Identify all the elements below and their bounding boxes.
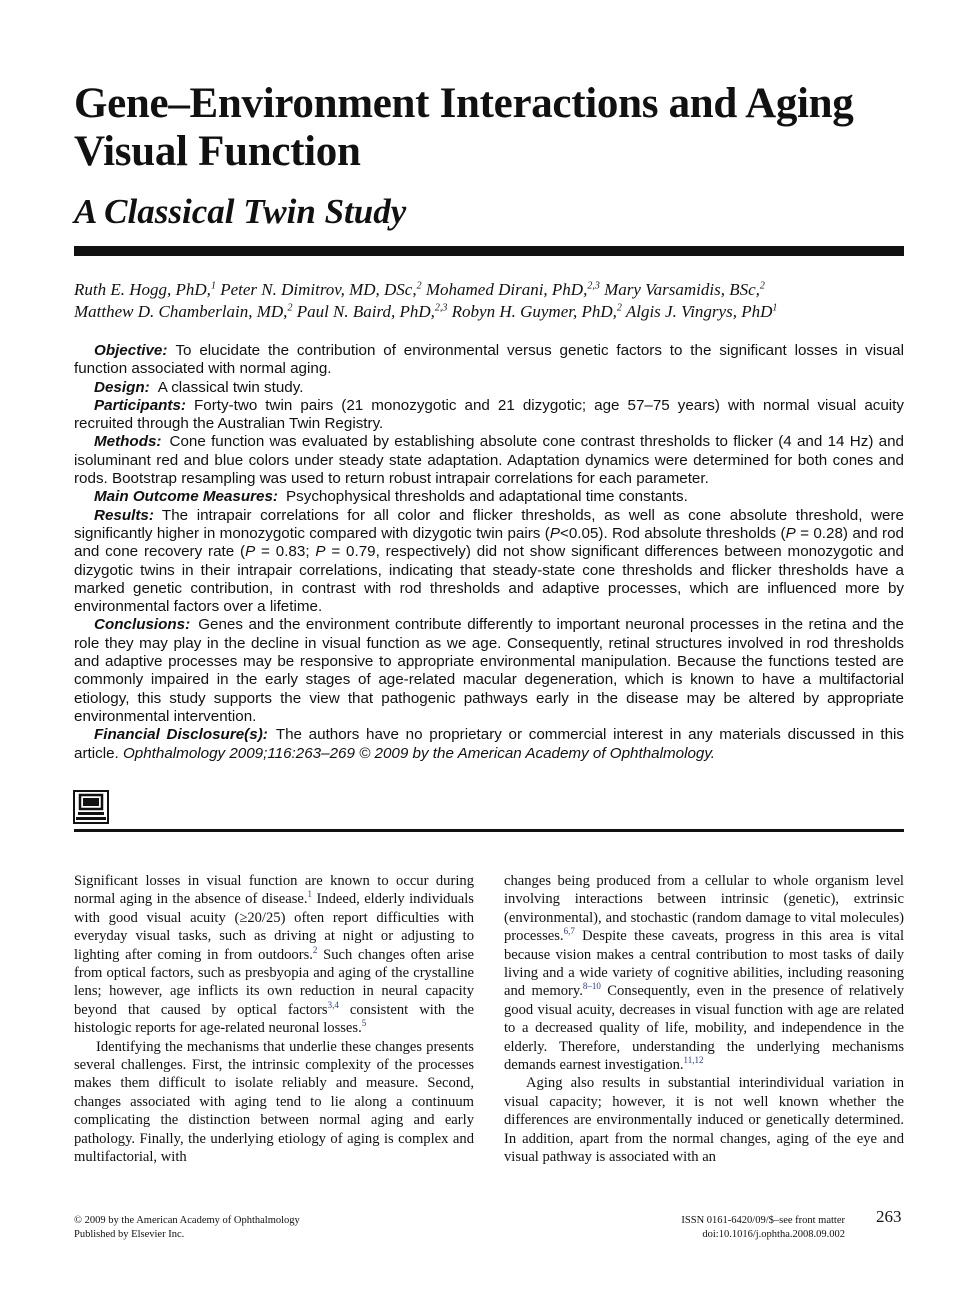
abstract xyxy=(74,342,904,763)
abstract-design xyxy=(74,379,904,397)
body-paragraph: changes being produced from a cellular to whole organism level involving interactions between intrinsic (genetic), extrinsic (environmental), and stochastic (random damage to vital molecules) processes.$^{6,7}$ Despite these caveats, progress in this area is vital because vision makes a central contribution to most tasks of daily living and a wide variety of cognitive abilities, including reasoning and memory.$^{8-10}$ Consequently, even in the presence of relatively good visual acuity, decreases in visual function with age are related to a decreased quality of life, mobility, and independence in the elderly. Therefore, understanding the underlying mechanisms demands earnest investigation.$^{11,12}$ xyxy=(504,873,904,1074)
body-column-right xyxy=(504,872,904,1167)
outcome-label: Main Outcome Measures: xyxy=(94,488,278,506)
abstract-disclosure xyxy=(74,726,904,763)
abstract-results xyxy=(74,507,904,617)
objective-label: Objective: xyxy=(94,342,168,359)
abstract-conclusions xyxy=(74,616,904,726)
copyright-line: © 2009 by the American Academy of Ophthalmology xyxy=(74,1215,300,1226)
abstract-methods xyxy=(74,433,904,488)
body-paragraph: Significant losses in visual function are known to occur during normal aging in the absence of disease.$^1$ Indeed, elderly individuals with good visual acuity (≥20/25) often report difficulties with everyday visual tasks, such as driving at night or adjusting to lighting after coming in from outdoors.$^2$ Such changes often arise from optical factors, such as presbyopia and aging of the crystalline lens; however, age inflicts its own reduction in neural capacity beyond that caused by optical factors$^{3,4}$ consistent with the histologic reports for age-related neuronal losses.$^5$ xyxy=(74,873,474,1037)
outcome-text: Psychophysical thresholds and adaptational time constants. xyxy=(286,488,688,506)
abstract-outcome xyxy=(74,488,904,506)
body-paragraph: Aging also results in substantial interindividual variation in visual capacity; however, it is not well known whether the differences are environmentally induced or genetically determined. In addition, apart from the normal changes, aging of the eye and visual pathway is associated with an xyxy=(504,1075,904,1166)
results-text: The intrapair correlations for all color and flicker thresholds, as well as cone absolute threshold, were significantly higher in monozygotic compared with dizygotic twin pairs (P<0.05). Rod absolute thresholds (P = 0.28) and rod and cone recovery rate (P = 0.83; P = 0.79, respectively) did not show significant differences between monozygotic and dizygotic twins in their intrapair correlations, indicating that steady-state cone thresholds and flicker thresholds have a marked genetic contribution, in contrast with rod thresholds and adaptive processes, which are influenced more by environmental factors over a lifetime. xyxy=(74,506,904,616)
title-divider xyxy=(74,246,904,256)
abstract-objective xyxy=(74,342,904,379)
methods-label: Methods: xyxy=(94,433,162,451)
methods-text: Cone function was evaluated by establishing absolute cone contrast thresholds to flicker (4 and 14 Hz) and isoluminant red and blue colors under steady state adaptation. Adaptation dynamics were determined for both cones and rods. Bootstrap resampling was used to return robust intrapair correlations for each parameter. xyxy=(74,433,904,488)
doi-line: doi:10.1016/j.ophtha.2008.09.002 xyxy=(702,1229,845,1240)
body-column-left xyxy=(74,872,474,1167)
design-text: A classical twin study. xyxy=(157,378,304,396)
disclosure-label: Financial Disclosure(s): xyxy=(94,726,268,744)
author-list: Ruth E. Hogg, PhD,$^1$ Peter N. Dimitrov, MD, DSc,$^2$ Mohamed Dirani, PhD,$^{2,3}$ Mary Varsamidis, BSc,$^2$ Matthew D. Chamberlain, MD,$^2$ Paul N. Baird, PhD,$^{2,3}$ Robyn H. Guymer, PhD,$^2$ Algis J. Vingrys, PhD$^1$ xyxy=(74,280,778,321)
abstract-divider xyxy=(74,829,904,832)
objective-text: To elucidate the contribution of environmental versus genetic factors to the significant losses in visual function associated with normal aging. xyxy=(74,342,904,378)
computer-monitor-icon xyxy=(73,790,109,824)
footer-left xyxy=(74,1214,300,1242)
journal-citation: Ophthalmology 2009;116:263–269 © 2009 by the American Academy of Ophthalmology. xyxy=(122,744,716,762)
conclusions-text: Genes and the environment contribute differently to important neuronal processes in the retina and the role they may play in the decline in visual function as we age. Consequently, retinal structures involved in rod thresholds and adaptive processes may be responsive to appropriate environmental manipulation. Because the functions tested are commonly impaired in the early stages of age-related macular degeneration, which is known to have a multifactorial etiology, this study supports the view that pathogenic pathways early in the disease may be altered by appropriate environmental intervention. xyxy=(74,616,904,725)
body-paragraph: Identifying the mechanisms that underlie these changes presents several challenges. First, the intrinsic complexity of the processes makes them difficult to isolate reliably and measure. Second, changes associated with aging tend to lie along a continuum complicating the distinction between normal aging and early pathology. Finally, the underlying etiology of aging is complex and multifactorial, with xyxy=(74,1038,474,1166)
issn-line: ISSN 0161-6420/09/$–see front matter xyxy=(681,1215,845,1226)
publisher-line: Published by Elsevier Inc. xyxy=(74,1229,185,1240)
article-title: Gene–Environment Interactions and Aging Visual Function xyxy=(74,80,854,175)
conclusions-label: Conclusions: xyxy=(94,616,191,634)
disclosure-text: The authors have no proprietary or commercial interest in any materials discussed in this article. xyxy=(74,726,904,762)
footer-right xyxy=(600,1214,845,1242)
design-label: Design: xyxy=(94,378,150,396)
results-label: Results: xyxy=(94,506,154,524)
participants-label: Participants: xyxy=(94,396,186,414)
article-subtitle: A Classical Twin Study xyxy=(74,192,407,231)
abstract-participants xyxy=(74,397,904,434)
page-number: 263 xyxy=(876,1207,902,1226)
participants-text: Forty-two twin pairs (21 monozygotic and 21 dizygotic; age 57–75 years) with normal visual acuity recruited through the Australian Twin Registry. xyxy=(74,396,904,433)
